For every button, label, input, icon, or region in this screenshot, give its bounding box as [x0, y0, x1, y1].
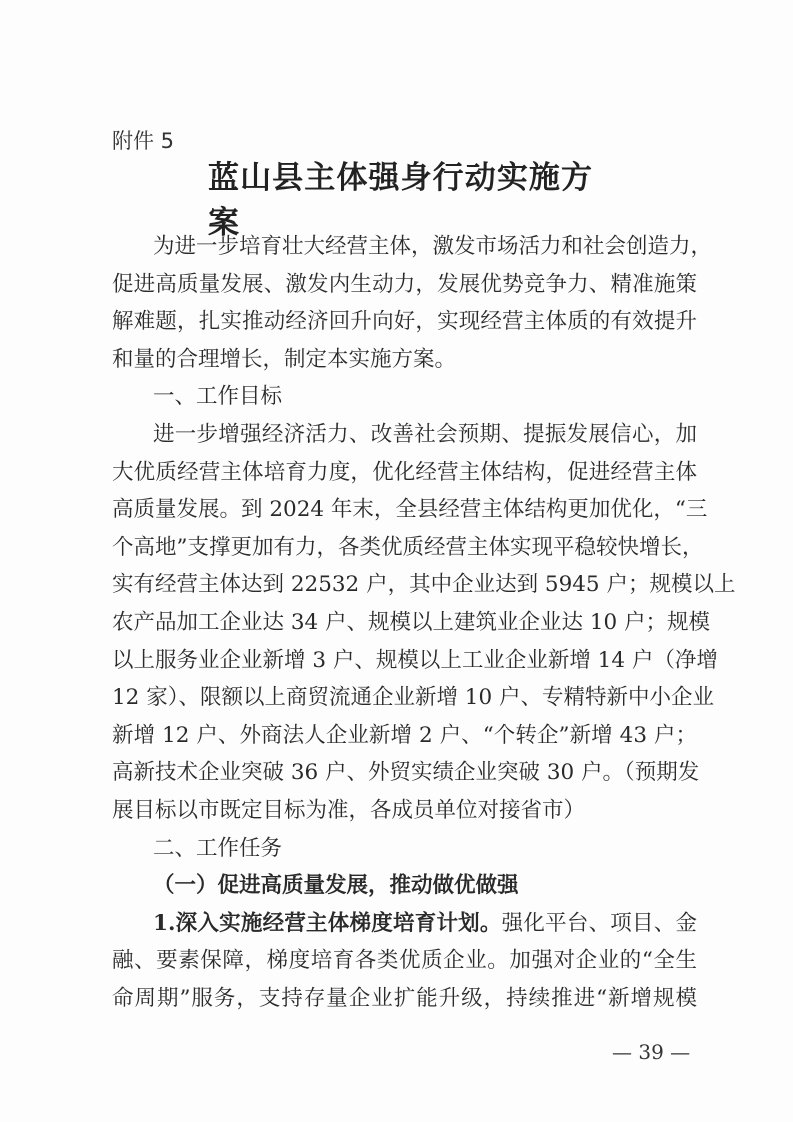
goals-paragraph-line: 新增 12 户、外商法人企业新增 2 户、“个转企”新增 43 户；	[112, 722, 697, 748]
section-heading-tasks: 二、工作任务	[153, 835, 283, 861]
goals-paragraph-line: 12 家）、限额以上商贸流通企业新增 10 户、专精特新中小企业	[112, 685, 714, 711]
item-paragraph-line	[153, 907, 697, 941]
subsection-heading: （一）促进高质量发展，推动做优做强	[153, 873, 519, 899]
goals-paragraph-line: 进一步增强经济活力、改善社会预期、提振发展信心，加	[153, 422, 697, 447]
intro-paragraph-line: 为进一步培育壮大经营主体，激发市场活力和社会创造力，	[153, 234, 713, 259]
item-paragraph-line: 命周期”服务，支持存量企业扩能升级，持续推进“新增规模	[112, 986, 697, 1011]
page-number: — 39 —	[612, 1040, 691, 1064]
item-lead-text: 1.深入实施经营主体梯度培育计划。	[153, 910, 502, 936]
goals-paragraph-line: 高新技术企业突破 36 户、外贸实绩企业突破 30 户。（预期发	[112, 760, 700, 786]
goals-paragraph-line: 展目标以市既定目标为准，各成员单位对接省市）	[112, 798, 586, 823]
goals-paragraph-line: 个高地”支撑更加有力，各类优质经营主体实现平稳较快增长，	[112, 534, 704, 560]
item-text: 强化平台、项目、金	[501, 910, 697, 936]
goals-paragraph-line: 农产品加工企业达 34 户、规模以上建筑业企业达 10 户；规模	[112, 610, 711, 635]
intro-paragraph-line: 和量的合理增长，制定本实施方案。	[112, 346, 457, 372]
goals-paragraph-line: 大优质经营主体培育力度，优化经营主体结构，促进经营主体	[112, 459, 697, 485]
intro-paragraph-line: 促进高质量发展、激发内生动力，发展优势竞争力、精准施策	[112, 271, 697, 297]
section-heading-goals: 一、工作目标	[153, 384, 283, 410]
item-paragraph-line: 融、要素保障，梯度培育各类优质企业。加强对企业的“全生	[112, 948, 697, 974]
intro-paragraph-line: 解难题，扎实推动经济回升向好，实现经营主体质的有效提升	[112, 309, 697, 335]
goals-paragraph-line: 高质量发展。到 2024 年末，全县经营主体结构更加优化，“三	[112, 497, 708, 523]
document-title: 蓝山县主体强身行动实施方案	[208, 160, 593, 241]
goals-paragraph-line: 以上服务业企业新增 3 户、规模以上工业企业新增 14 户（净增	[112, 647, 718, 673]
goals-paragraph-line: 实有经营主体达到 22532 户，其中企业达到 5945 户；规模以上	[112, 572, 736, 598]
attachment-label: 附件 5	[112, 129, 175, 153]
